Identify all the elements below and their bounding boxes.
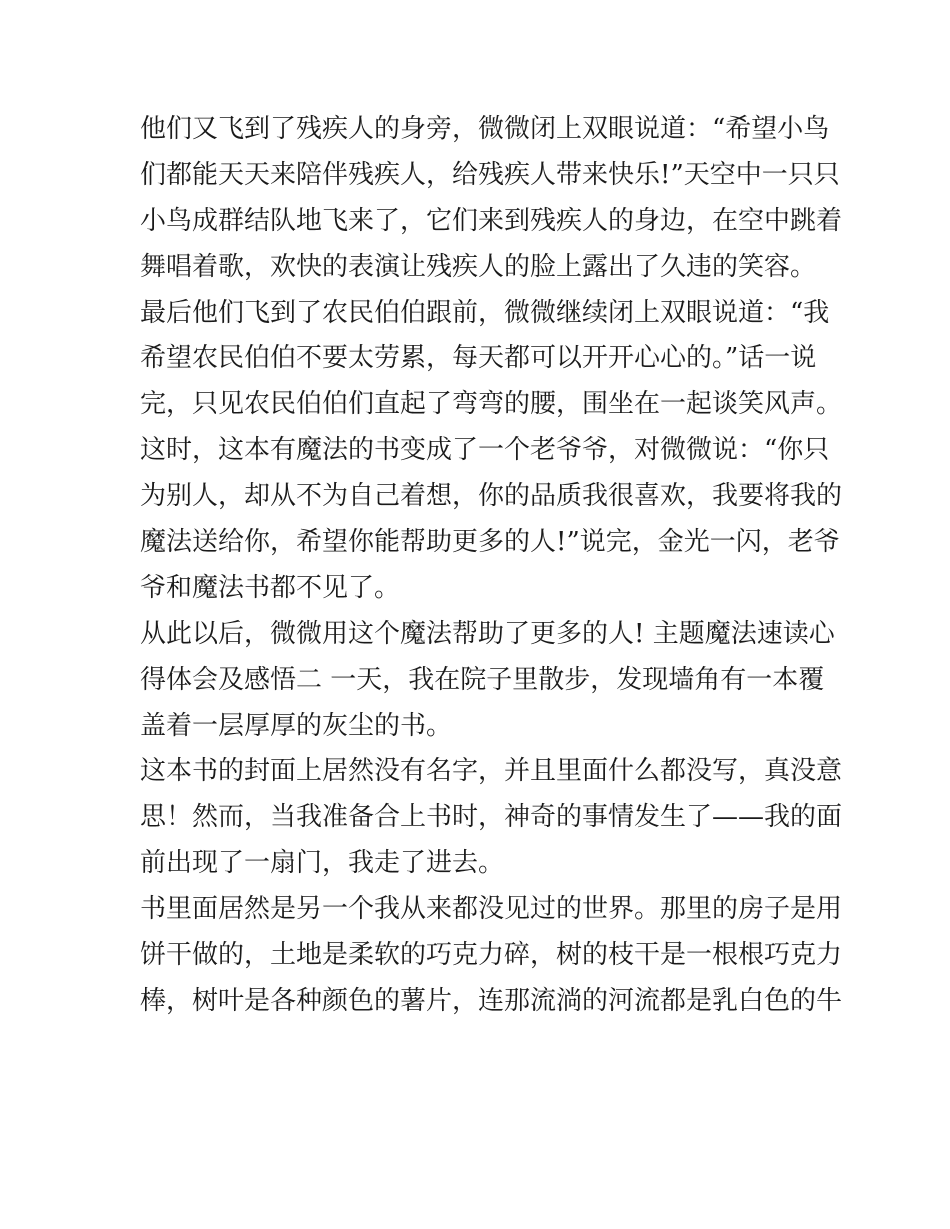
text-line: 这时，这本有魔法的书变成了一个老爷爷，对微微说：“你只 [140,435,830,466]
text-line: 为别人，却从不为自己着想，你的品质我很喜欢，我要将我的 [140,481,843,512]
text-line: 思！然而，当我准备合上书时，神奇的事情发生了——我的面 [140,802,843,833]
text-line: 盖着一层厚厚的灰尘的书。 [140,710,453,741]
text-line: 希望农民伯伯不要太劳累，每天都可以开开心心的。”话一说 [140,343,817,374]
text-line: 书里面居然是另一个我从来都没见过的世界。那里的房子是用 [140,894,843,925]
text-line: 他们又飞到了残疾人的身旁，微微闭上双眼说道：“希望小鸟 [140,114,830,144]
text-line: 舞唱着歌，欢快的表演让残疾人的脸上露出了久违的笑容。 [140,251,817,282]
paragraph-4 [140,612,835,750]
text-line: 前出现了一扇门，我走了进去。 [140,848,505,879]
text-line: 们都能天天来陪伴残疾人，给残疾人带来快乐!”天空中一只只 [140,159,840,190]
text-line: 饼干做的，土地是柔软的巧克力碎，树的枝干是一根根巧克力 [140,940,843,971]
text-line: 得体会及感悟二 一天，我在院子里散步，发现墙角有一本覆 [140,664,825,695]
text-line: 最后他们飞到了农民伯伯跟前，微微继续闭上双眼说道：“我 [140,297,830,328]
text-line: 爷和魔法书都不见了。 [140,572,401,603]
text-line: 从此以后，微微用这个魔法帮助了更多的人! 主题魔法速读心 [140,618,835,649]
paragraph-1 [140,107,843,291]
text-line: 完，只见农民伯伯们直起了弯弯的腰，围坐在一起谈笑风声。 [140,389,843,420]
document-body [140,107,843,1025]
text-line: 这本书的封面上居然没有名字，并且里面什么都没写，真没意 [140,756,843,787]
text-line: 小鸟成群结队地飞来了，它们来到残疾人的身边，在空中跳着 [140,205,843,236]
paragraph-2 [140,291,843,429]
paragraph-5 [140,749,843,887]
text-line: 魔法送给你，希望你能帮助更多的人!”说完，金光一闪，老爷 [140,527,840,558]
text-line: 棒，树叶是各种颜色的薯片，连那流淌的河流都是乳白色的牛 [140,985,843,1016]
paragraph-6 [140,887,843,1025]
paragraph-3 [140,428,843,612]
